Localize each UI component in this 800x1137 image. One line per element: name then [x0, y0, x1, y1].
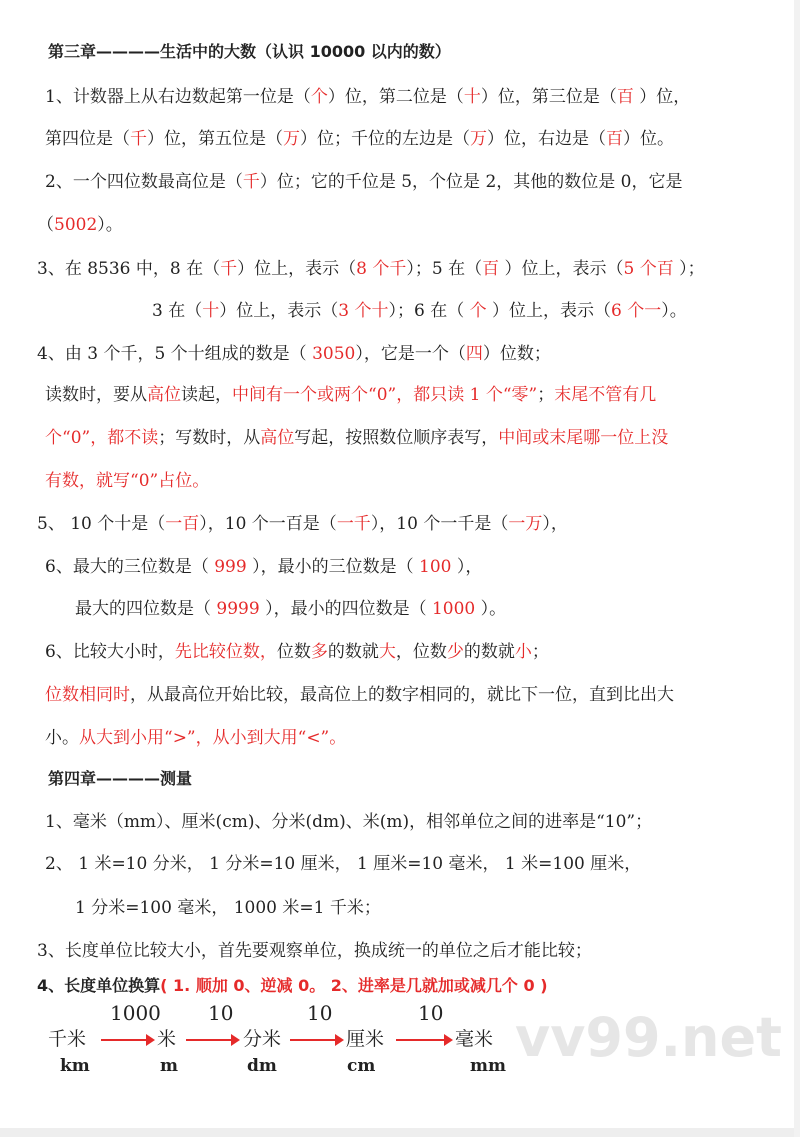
highlighted-text: 百: [482, 259, 500, 279]
text-segment: ），: [542, 514, 568, 534]
text-line: [45, 469, 209, 493]
highlighted-text: 大: [378, 642, 396, 662]
text-line: [37, 342, 551, 366]
text-segment: ）位。: [623, 129, 674, 149]
unit-label: 分米: [243, 1028, 282, 1050]
highlighted-text: 十: [463, 87, 481, 107]
text-segment: 6、最大的三位数是（: [45, 557, 215, 577]
highlighted-text: 万: [283, 129, 300, 149]
text-segment: 4、长度单位换算: [37, 976, 161, 995]
text-segment: 第四章————测量: [48, 769, 193, 788]
text-segment: ）；: [673, 259, 705, 279]
text-segment: ）位，第三位是（: [480, 87, 617, 107]
rate-label: 1000: [110, 1001, 161, 1025]
unit-abbr: mm: [470, 1056, 506, 1076]
text-line: [37, 512, 568, 536]
text-segment: 3、长度单位比较大小，首先要观察单位，换成统一的单位之后才能比较；: [37, 941, 592, 961]
section-heading: [48, 40, 451, 64]
page-bottom-edge: [0, 1128, 800, 1137]
arrow-icon: [101, 1039, 153, 1041]
text-segment: 1 分米=100 毫米， 1000 米=1 千米；: [75, 898, 381, 918]
text-segment: ）；5 在（: [406, 259, 483, 279]
section-heading: [48, 767, 192, 791]
text-line: [45, 810, 652, 834]
text-segment: ）位，右边是（: [487, 129, 606, 149]
text-line: [45, 640, 549, 664]
rate-label: 10: [307, 1001, 333, 1025]
text-segment: ；写数时，从: [158, 428, 261, 448]
text-segment: ）位上，表示（: [237, 259, 357, 279]
text-line: [75, 896, 381, 920]
highlighted-text: 3050: [312, 344, 356, 364]
text-segment: 1、计数器上从右边数起第一位是（: [45, 87, 311, 107]
unit-abbr: dm: [247, 1056, 277, 1076]
highlighted-text: 1000: [431, 599, 476, 619]
text-segment: ；: [531, 642, 549, 662]
highlighted-text: 中间或末尾哪一位上没: [498, 428, 669, 448]
text-segment: ），最小的三位数是（: [246, 557, 419, 577]
highlighted-text: 先比较位数，: [174, 642, 277, 662]
text-segment: 读数时，要从: [45, 385, 147, 405]
text-segment: ），10 个一百是（: [199, 514, 337, 534]
highlighted-text: 1. 顺加 0、逆减 0。 2、进率是几就加或减几个 0 ): [173, 976, 548, 995]
highlighted-text: 中间有一个或两个“0”，都只读 1 个“零”: [232, 385, 538, 405]
text-segment: ）位，第二位是（: [327, 87, 464, 107]
unit-label: 米: [157, 1028, 177, 1050]
text-segment: 4、由 3 个千，5 个十组成的数是（: [37, 344, 313, 364]
highlighted-text: 百: [606, 129, 623, 149]
text-segment: ，位数: [395, 642, 447, 662]
highlighted-text: 一万: [508, 514, 543, 534]
section-heading: [37, 974, 548, 998]
text-line: [45, 852, 641, 876]
text-segment: ），它是一个（: [355, 344, 466, 364]
highlighted-text: 末尾不管有几: [554, 385, 657, 405]
highlighted-text: 个: [469, 301, 487, 321]
highlighted-text: (: [160, 976, 174, 995]
unit-abbr: cm: [347, 1056, 376, 1076]
text-line: [45, 85, 690, 109]
highlighted-text: 一千: [336, 514, 371, 534]
highlighted-text: 千: [242, 172, 260, 192]
text-segment: ）位；它的千位是 5，个位是 2，其他的数位是 0，它是: [259, 172, 683, 192]
arrow-icon: [186, 1039, 238, 1041]
unit-abbr: m: [160, 1056, 178, 1076]
highlighted-text: 个“0”，都不读: [45, 428, 159, 448]
text-segment: 1、毫米（mm）、厘米(cm)、分米(dm)、米(m)，相邻单位之间的进率是“10”；: [45, 812, 653, 832]
highlighted-text: 百: [616, 87, 634, 107]
text-segment: ，从最高位开始比较，最高位上的数字相同的，就比下一位，直到比出大: [130, 685, 674, 705]
text-segment: 最大的四位数是（: [75, 599, 217, 619]
text-segment: ）位上，表示（: [219, 301, 339, 321]
text-segment: ）位，: [633, 87, 691, 107]
highlighted-text: 9999: [216, 599, 260, 619]
text-line: [152, 299, 687, 323]
highlighted-text: 有数，就写“0”占位。: [45, 471, 210, 491]
text-segment: ）位；千位的左边是（: [300, 129, 470, 149]
unit-label: 毫米: [455, 1028, 494, 1050]
highlighted-text: 100: [419, 557, 452, 577]
text-line: [45, 555, 482, 579]
highlighted-text: 一百: [165, 514, 200, 534]
text-line: [45, 726, 346, 750]
text-segment: ；: [537, 385, 555, 405]
text-line: [45, 170, 683, 194]
text-line: [37, 939, 592, 963]
arrow-icon: [396, 1039, 451, 1041]
highlighted-text: 个: [310, 87, 328, 107]
text-segment: 写起，按照数位顺序表写，: [294, 428, 499, 448]
highlighted-text: 5 个百: [623, 259, 674, 279]
text-line: [45, 683, 674, 707]
highlighted-text: 千: [220, 259, 238, 279]
text-line: [45, 127, 674, 151]
text-segment: ）；6 在（: [388, 301, 470, 321]
arrow-icon: [290, 1039, 342, 1041]
highlighted-text: 6 个一: [611, 301, 662, 321]
text-segment: 位数: [276, 642, 311, 662]
rate-label: 10: [418, 1001, 444, 1025]
text-segment: ）位，第五位是（: [147, 129, 283, 149]
text-segment: 小。: [45, 728, 79, 748]
text-segment: 3、在 8536 中，8 在（: [37, 259, 221, 279]
highlighted-text: 高位: [147, 385, 181, 405]
text-segment: ）。: [661, 301, 687, 321]
highlighted-text: 位数相同时: [45, 685, 130, 705]
text-segment: 2、一个四位数最高位是（: [45, 172, 243, 192]
text-segment: 第四位是（: [45, 129, 130, 149]
highlighted-text: 多: [310, 642, 328, 662]
text-segment: ），最小的四位数是（: [259, 599, 432, 619]
highlighted-text: 8 个千: [356, 259, 407, 279]
text-segment: ）。: [97, 215, 123, 235]
highlighted-text: 999: [214, 557, 247, 577]
watermark: vv99.net: [515, 1006, 782, 1069]
text-segment: 读起，: [181, 385, 232, 405]
text-line: [37, 213, 123, 237]
highlighted-text: 小: [514, 642, 532, 662]
text-segment: 3 在（: [152, 301, 203, 321]
rate-label: 10: [208, 1001, 234, 1025]
unit-abbr: km: [60, 1056, 90, 1076]
highlighted-text: 四: [465, 344, 483, 364]
text-segment: 第三章————生活中的大数（认识 10000 以内的数）: [48, 42, 451, 61]
text-line: [45, 383, 656, 407]
text-segment: 的数就: [463, 642, 515, 662]
unit-label: 厘米: [346, 1028, 385, 1050]
highlighted-text: 十: [202, 301, 220, 321]
highlighted-text: 3 个十: [338, 301, 389, 321]
text-segment: ）位数；: [482, 344, 551, 364]
text-segment: 6、比较大小时，: [45, 642, 175, 662]
highlighted-text: 千: [130, 129, 147, 149]
highlighted-text: 少: [446, 642, 464, 662]
text-line: [45, 426, 668, 450]
text-segment: ）位上，表示（: [486, 301, 611, 321]
unit-label: 千米: [48, 1028, 87, 1050]
highlighted-text: 万: [470, 129, 487, 149]
text-segment: ），10 个一千是（: [370, 514, 509, 534]
text-segment: ）。: [475, 599, 507, 619]
page-right-edge: [794, 0, 800, 1137]
text-segment: 5、 10 个十是（: [37, 514, 166, 534]
text-line: [37, 257, 705, 281]
highlighted-text: 从大到小用“>”，从小到大用“<”。: [79, 728, 347, 748]
text-segment: 2、 1 米=10 分米， 1 分米=10 厘米， 1 厘米=10 毫米， 1 米=100 厘米，: [45, 854, 642, 874]
text-segment: ），: [451, 557, 483, 577]
highlighted-text: 5002: [54, 215, 98, 235]
text-segment: 的数就: [327, 642, 379, 662]
highlighted-text: 高位: [260, 428, 295, 448]
text-segment: （: [37, 215, 54, 235]
text-line: [75, 597, 506, 621]
text-segment: ）位上，表示（: [499, 259, 624, 279]
